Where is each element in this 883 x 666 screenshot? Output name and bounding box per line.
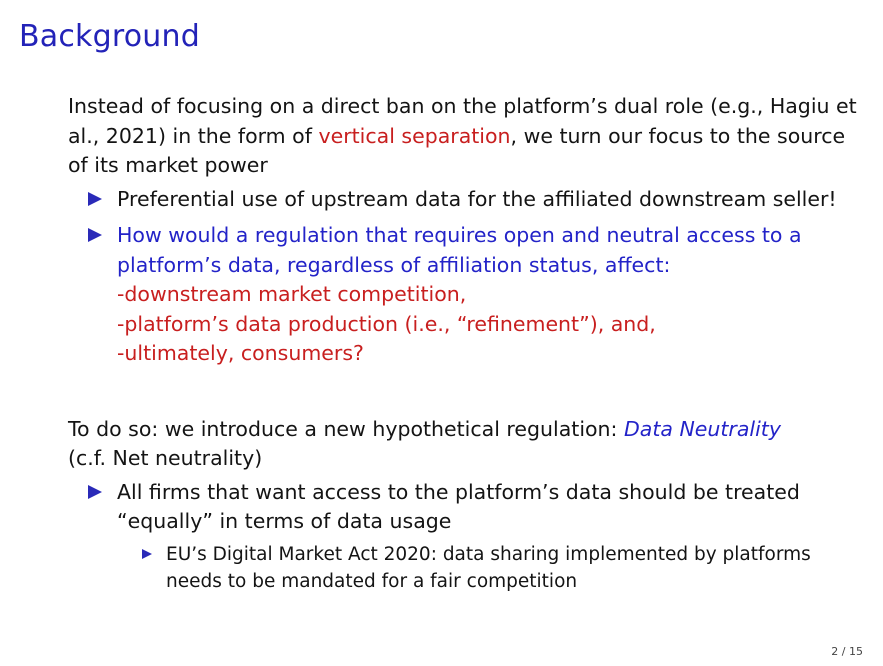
triangle-bullet-icon	[88, 192, 102, 206]
intro-paragraph	[68, 92, 858, 181]
intro-text-end: , we turn our focus to the source of its market power	[68, 123, 846, 177]
question-item: -ultimately, consumers?	[117, 341, 364, 365]
list-item	[117, 478, 858, 595]
question-item: -platform’s data production (i.e., “refinement”), and,	[117, 311, 656, 336]
section2-paragraph	[68, 415, 858, 474]
page-number: 2 / 15	[831, 645, 863, 658]
list-item	[117, 185, 858, 215]
slide-title: Background	[19, 19, 200, 54]
list-item	[117, 221, 858, 369]
triangle-bullet-icon	[88, 485, 102, 499]
intro-text: Instead of focusing on a direct ban on the platform’s dual role (e.g., Hagiu et al., 2021) in the form of	[68, 94, 857, 148]
triangle-bullet-icon	[88, 228, 102, 242]
bullet-text: Preferential use of upstream data for the affiliated downstream seller!	[117, 186, 837, 211]
bullet-list-1	[68, 185, 858, 369]
list-item	[166, 541, 858, 595]
small-triangle-bullet-icon	[142, 549, 152, 559]
bullet-text: All firms that want access to the platform’s data should be treated “equally” in terms of data usage	[117, 479, 800, 533]
data-neutrality-term: Data Neutrality	[623, 416, 781, 441]
section2-note: (c.f. Net neutrality)	[68, 446, 263, 470]
vertical-separation-highlight: vertical separation	[318, 123, 511, 148]
sub-bullet-text: EU’s Digital Market Act 2020: data sharing implemented by platforms needs to be mandated for a fair competition	[166, 543, 811, 592]
section2-text: To do so: we introduce a new hypothetical regulation:	[68, 416, 624, 441]
research-question: How would a regulation that requires open and neutral access to a platform’s data, regardless of affiliation status, affect:	[117, 223, 802, 277]
question-item: -downstream market competition,	[117, 282, 467, 306]
bullet-list-2	[68, 478, 858, 595]
slide-body	[68, 92, 858, 602]
sub-bullet-list	[117, 541, 858, 595]
